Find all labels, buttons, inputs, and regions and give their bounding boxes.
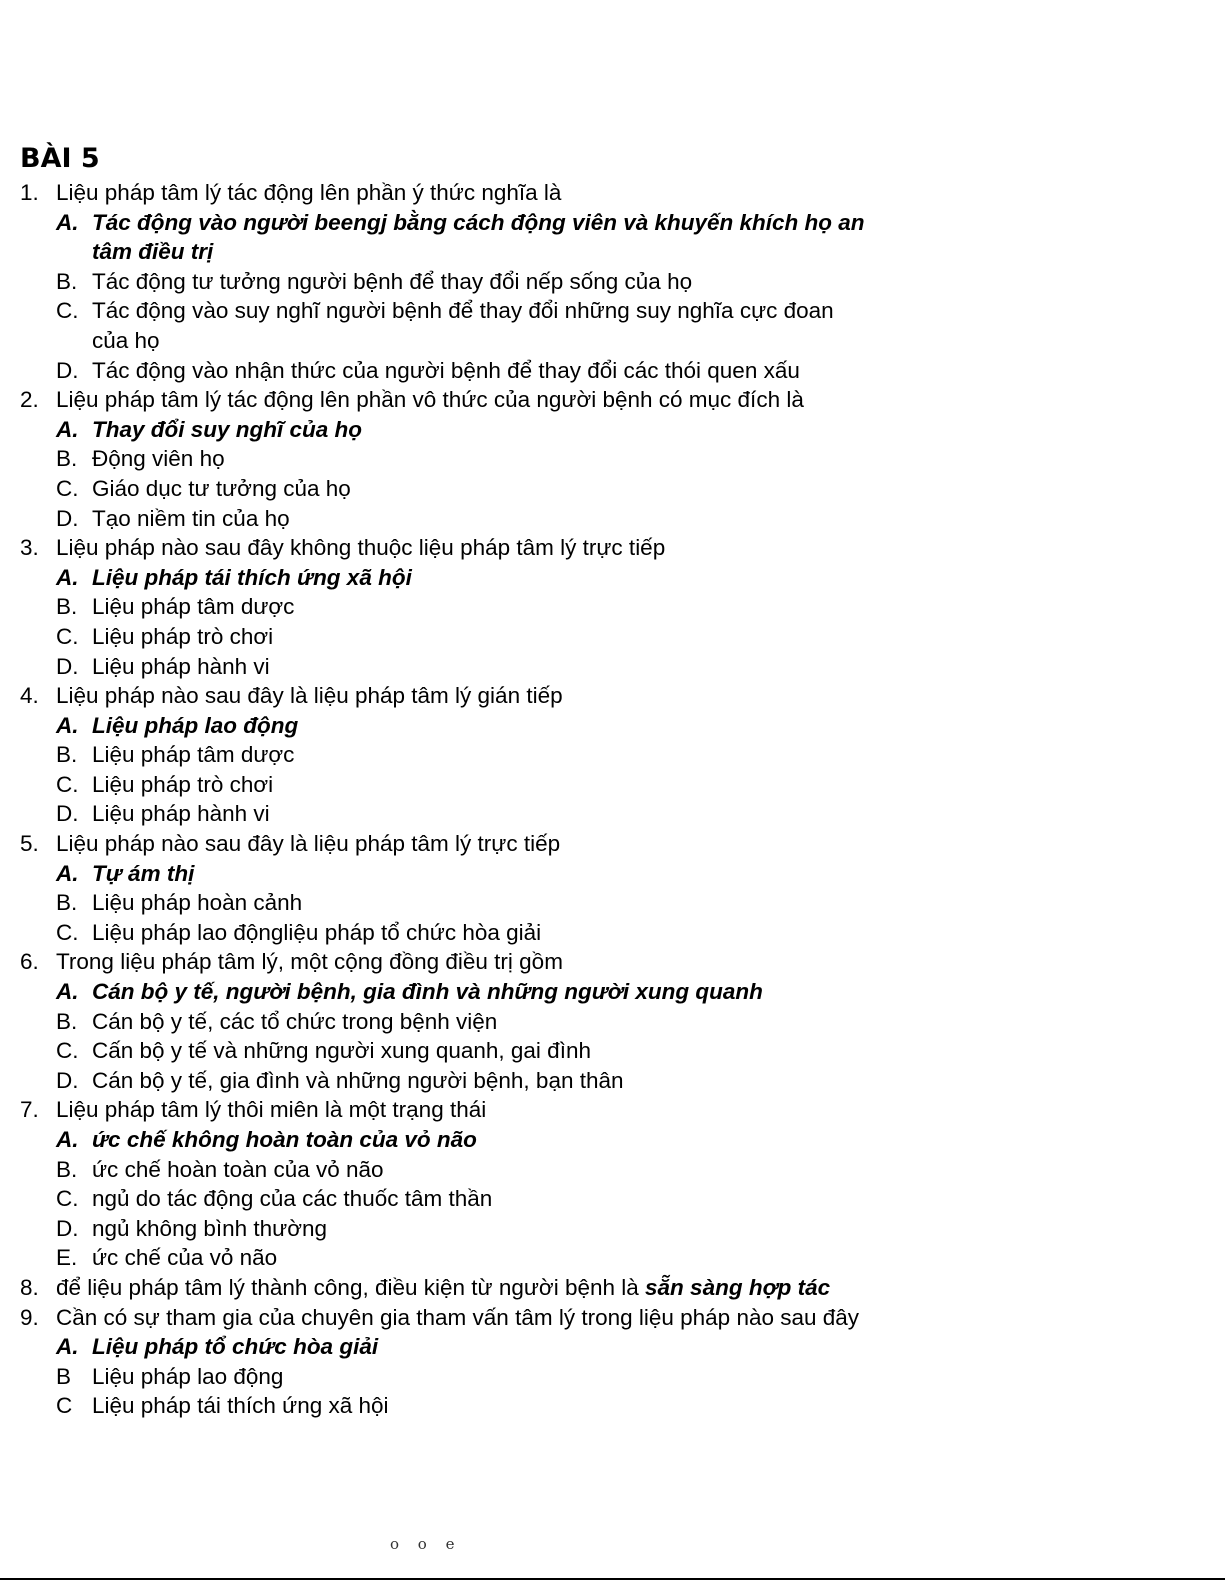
option-letter: D.	[56, 1067, 79, 1093]
option	[20, 326, 1210, 356]
question-stem	[20, 1273, 1210, 1303]
option-letter: D.	[56, 801, 79, 827]
option-text: Liệu pháp tái thích ứng xã hội	[92, 1393, 389, 1419]
option-letter: A.	[56, 416, 79, 442]
option-text: Tác động vào nhận thức của người bệnh để thay đổi các thói quen xấu	[92, 357, 800, 383]
page-title: BÀI 5	[20, 143, 100, 174]
option-text: tâm điều trị	[92, 239, 214, 265]
option-text: ngủ không bình thường	[92, 1215, 327, 1241]
question-stem	[20, 681, 1210, 711]
question-text	[56, 829, 560, 859]
option-text: Cán bộ y tế, gia đình và những người bệnh, bạn thân	[92, 1067, 624, 1093]
option-text: Liệu pháp lao động	[92, 1363, 284, 1389]
answer-option	[20, 1332, 1210, 1362]
option-letter: C.	[56, 771, 79, 797]
option	[20, 1243, 1210, 1273]
option-letter: A.	[56, 1334, 79, 1360]
option-letter: A.	[56, 564, 79, 590]
question-text-content: để liệu pháp tâm lý thành công, điều kiện từ người bệnh là	[56, 1274, 639, 1300]
option-text: Động viên họ	[92, 446, 225, 472]
option	[20, 740, 1210, 770]
option-text: Liệu pháp tổ chức hòa giải	[92, 1334, 379, 1360]
question-text-content: Liệu pháp tâm lý tác động lên phần vô thức của người bệnh có mục đích là	[56, 387, 804, 413]
question-text	[56, 178, 561, 208]
question-stem	[20, 533, 1210, 563]
question-number: 7.	[20, 1097, 39, 1123]
answer-option	[20, 208, 1210, 238]
option-text: Liệu pháp lao độngliệu pháp tổ chức hòa giải	[92, 919, 542, 945]
question-text-content: Liệu pháp nào sau đây không thuộc liệu pháp tâm lý trực tiếp	[56, 535, 666, 561]
option-text: Giáo dục tư tưởng của họ	[92, 475, 351, 501]
question-number: 9.	[20, 1304, 39, 1330]
option-text: Cán bộ y tế, các tổ chức trong bệnh viện	[92, 1008, 498, 1034]
option-letter: A.	[56, 712, 79, 738]
answer-option	[20, 711, 1210, 741]
option-text: Tự ám thị	[92, 860, 195, 886]
page-footer: o o e	[390, 1535, 455, 1553]
question-text-content: Trong liệu pháp tâm lý, một cộng đồng điều trị gồm	[56, 949, 563, 975]
option	[20, 356, 1210, 386]
answer-option	[20, 563, 1210, 593]
option-text: Tác động tư tưởng người bệnh để thay đổi nếp sống của họ	[92, 268, 693, 294]
question-text	[56, 947, 563, 977]
question-stem	[20, 947, 1210, 977]
option-text: của họ	[92, 327, 160, 353]
option	[20, 799, 1210, 829]
question-stem	[20, 1095, 1210, 1125]
option-text: Liệu pháp trò chơi	[92, 771, 274, 797]
question-stem	[20, 1303, 1210, 1333]
option-text: ức chế hoàn toàn của vỏ não	[92, 1156, 384, 1182]
option-text: ức chế không hoàn toàn của vỏ não	[92, 1127, 477, 1152]
question-text-content: Liệu pháp tâm lý thôi miên là một trạng thái	[56, 1097, 487, 1123]
answer-option	[20, 1125, 1210, 1155]
option-text: Liệu pháp lao động	[92, 712, 299, 738]
option	[20, 918, 1210, 948]
question-number: 5.	[20, 831, 39, 857]
option-letter: D.	[56, 1215, 79, 1241]
question-stem	[20, 178, 1210, 208]
option-letter: E.	[56, 1245, 78, 1271]
answer-option	[20, 977, 1210, 1007]
answer-option	[20, 237, 1210, 267]
option-letter: B.	[56, 1008, 78, 1034]
option	[20, 1214, 1210, 1244]
option	[20, 296, 1210, 326]
answer-option	[20, 415, 1210, 445]
option	[20, 267, 1210, 297]
option	[20, 770, 1210, 800]
option	[20, 652, 1210, 682]
question-list	[20, 178, 1210, 1421]
option-letter: C.	[56, 298, 79, 324]
question-text	[56, 1273, 830, 1303]
option-text: Tác động vào người beengj bằng cách động viên và khuyến khích họ an	[92, 209, 865, 235]
option-text: Cán bộ y tế, người bệnh, gia đình và những người xung quanh	[92, 979, 763, 1005]
option-text: Liệu pháp hành vi	[92, 801, 270, 827]
answer-option	[20, 859, 1210, 889]
option-letter: C.	[56, 1186, 79, 1212]
option	[20, 622, 1210, 652]
question-text	[56, 1095, 486, 1125]
question-stem	[20, 829, 1210, 859]
question-text-content: Liệu pháp nào sau đây là liệu pháp tâm lý gián tiếp	[56, 683, 563, 709]
question-stem	[20, 385, 1210, 415]
option-text: Tác động vào suy nghĩ người bệnh để thay đổi những suy nghĩa cực đoan	[92, 298, 834, 324]
option-letter: A.	[56, 979, 79, 1005]
question-text-content: Liệu pháp tâm lý tác động lên phần ý thức nghĩa là	[56, 180, 562, 205]
question-text	[56, 1303, 859, 1333]
question-text-content: Liệu pháp nào sau đây là liệu pháp tâm lý trực tiếp	[56, 831, 561, 857]
option-text: ức chế của vỏ não	[92, 1245, 278, 1271]
question-text	[56, 533, 665, 563]
question-number: 2.	[20, 387, 39, 413]
option	[20, 474, 1210, 504]
option	[20, 504, 1210, 534]
option	[20, 1036, 1210, 1066]
option-letter: B	[56, 1363, 72, 1389]
question-number: 8.	[20, 1274, 39, 1300]
option-letter: B.	[56, 594, 78, 620]
option-letter: B.	[56, 890, 78, 916]
option	[20, 1155, 1210, 1185]
option-letter: B.	[56, 1156, 78, 1182]
option	[20, 1184, 1210, 1214]
option-letter: A.	[56, 209, 79, 235]
option-text: Liệu pháp tâm dược	[92, 594, 295, 620]
option-text: Thay đổi suy nghĩ của họ	[92, 416, 363, 442]
option-text: Liệu pháp trò chơi	[92, 623, 274, 649]
option-text: Tạo niềm tin của họ	[92, 505, 290, 531]
option-letter: A.	[56, 860, 79, 886]
option-text: Liệu pháp hành vi	[92, 653, 270, 679]
question-text-content: Cần có sự tham gia của chuyên gia tham vấn tâm lý trong liệu pháp nào sau đây	[56, 1304, 860, 1330]
inline-answer: sẵn sàng hợp tác	[645, 1274, 831, 1300]
option-text: Cấn bộ y tế và những người xung quanh, gai đình	[92, 1038, 591, 1064]
question-number: 1.	[20, 180, 39, 205]
question-number: 4.	[20, 683, 39, 709]
option	[20, 1007, 1210, 1037]
option-letter: A.	[56, 1127, 79, 1152]
option-text: Liệu pháp tâm dược	[92, 742, 295, 768]
option	[20, 1362, 1210, 1392]
option	[20, 592, 1210, 622]
option-letter: C.	[56, 1038, 79, 1064]
question-number: 3.	[20, 535, 39, 561]
question-number: 6.	[20, 949, 39, 975]
bottom-rule	[0, 1578, 1225, 1580]
question-text	[56, 385, 804, 415]
option-text: Liệu pháp tái thích ứng xã hội	[92, 564, 412, 590]
option-letter: D.	[56, 505, 79, 531]
option	[20, 1391, 1210, 1421]
question-text	[56, 681, 563, 711]
option-letter: C.	[56, 623, 79, 649]
option-text: Liệu pháp hoàn cảnh	[92, 890, 303, 916]
option-letter: C.	[56, 919, 79, 945]
option	[20, 1066, 1210, 1096]
option-letter: B.	[56, 446, 78, 472]
option-letter: C	[56, 1393, 73, 1419]
option	[20, 888, 1210, 918]
option-text: ngủ do tác động của các thuốc tâm thần	[92, 1186, 493, 1212]
option	[20, 444, 1210, 474]
option-letter: C.	[56, 475, 79, 501]
option-letter: D.	[56, 653, 79, 679]
option-letter: B.	[56, 268, 78, 294]
option-letter: B.	[56, 742, 78, 768]
option-letter: D.	[56, 357, 79, 383]
